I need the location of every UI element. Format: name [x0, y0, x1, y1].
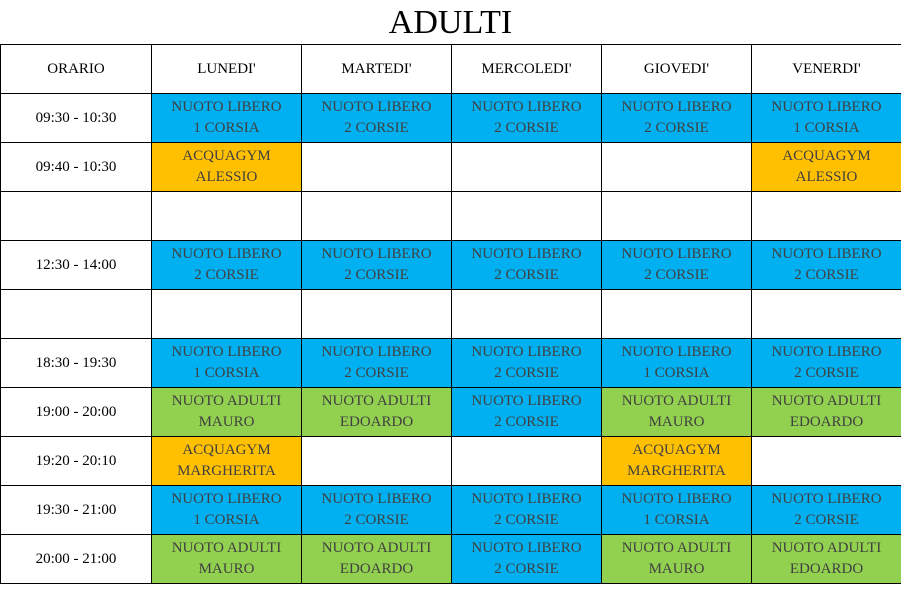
table-row	[1, 388, 901, 437]
activity-name: NUOTO LIBERO	[321, 246, 432, 262]
time-cell	[1, 192, 152, 241]
activity-name: NUOTO ADULTI	[171, 540, 282, 556]
time-cell: 19:30 - 21:00	[1, 486, 152, 535]
schedule-cell	[152, 143, 302, 192]
activity-detail: 2 CORSIE	[344, 365, 409, 381]
time-cell: 20:00 - 21:00	[1, 535, 152, 584]
table-row	[1, 241, 901, 290]
activity-detail: 2 CORSIE	[794, 267, 859, 283]
schedule-cell	[452, 437, 602, 486]
activity-detail: 2 CORSIE	[644, 267, 709, 283]
activity-name: NUOTO ADULTI	[621, 393, 732, 409]
header-day: VENERDI'	[752, 45, 901, 94]
activity-name: ACQUAGYM	[632, 442, 721, 458]
schedule-cell	[452, 486, 602, 535]
activity-name: NUOTO LIBERO	[771, 344, 882, 360]
activity-detail: 2 CORSIE	[494, 512, 559, 528]
activity-detail: MAURO	[648, 414, 705, 430]
schedule-cell	[152, 437, 302, 486]
activity-name: NUOTO LIBERO	[621, 99, 732, 115]
header-day: LUNEDI'	[152, 45, 302, 94]
schedule-cell	[302, 486, 452, 535]
schedule-cell	[752, 339, 901, 388]
activity-name: NUOTO LIBERO	[621, 246, 732, 262]
activity-name: NUOTO ADULTI	[771, 393, 882, 409]
time-cell	[1, 290, 152, 339]
schedule-cell	[752, 94, 901, 143]
schedule-cell	[602, 437, 752, 486]
header-day: MARTEDI'	[302, 45, 452, 94]
table-row	[1, 486, 901, 535]
schedule-cell	[752, 388, 901, 437]
schedule-cell	[302, 94, 452, 143]
schedule-cell	[452, 388, 602, 437]
schedule-cell	[152, 94, 302, 143]
schedule-table	[0, 44, 901, 584]
activity-name: NUOTO LIBERO	[171, 246, 282, 262]
activity-name: NUOTO LIBERO	[621, 491, 732, 507]
activity-name: NUOTO LIBERO	[771, 99, 882, 115]
table-row	[1, 339, 901, 388]
activity-detail: 2 CORSIE	[344, 267, 409, 283]
schedule-cell	[452, 290, 602, 339]
schedule-cell	[302, 192, 452, 241]
time-cell: 18:30 - 19:30	[1, 339, 152, 388]
activity-name: NUOTO LIBERO	[171, 491, 282, 507]
activity-detail: 1 CORSIA	[793, 120, 860, 136]
activity-detail: EDOARDO	[339, 561, 414, 577]
schedule-cell	[602, 388, 752, 437]
table-row	[1, 94, 901, 143]
schedule-cell	[752, 290, 901, 339]
activity-name: NUOTO LIBERO	[471, 491, 582, 507]
schedule-cell	[602, 192, 752, 241]
header-row	[1, 45, 901, 94]
activity-detail: 2 CORSIE	[494, 267, 559, 283]
activity-name: NUOTO ADULTI	[621, 540, 732, 556]
activity-detail: ALESSIO	[795, 169, 858, 185]
schedule-cell	[452, 535, 602, 584]
activity-detail: 1 CORSIA	[193, 365, 260, 381]
activity-name: NUOTO LIBERO	[321, 99, 432, 115]
header-day: GIOVEDI'	[602, 45, 752, 94]
schedule-cell	[302, 143, 452, 192]
activity-name: NUOTO LIBERO	[621, 344, 732, 360]
schedule-cell	[152, 192, 302, 241]
activity-detail: EDOARDO	[789, 561, 864, 577]
activity-detail: 1 CORSIA	[193, 512, 260, 528]
activity-detail: 1 CORSIA	[193, 120, 260, 136]
activity-detail: 2 CORSIE	[194, 267, 259, 283]
activity-detail: 2 CORSIE	[644, 120, 709, 136]
time-cell: 19:20 - 20:10	[1, 437, 152, 486]
time-cell: 19:00 - 20:00	[1, 388, 152, 437]
activity-detail: 2 CORSIE	[794, 365, 859, 381]
schedule-cell	[602, 290, 752, 339]
table-row	[1, 437, 901, 486]
schedule-cell	[152, 388, 302, 437]
table-row	[1, 290, 901, 339]
schedule-cell	[602, 94, 752, 143]
schedule-cell	[452, 241, 602, 290]
schedule-cell	[302, 241, 452, 290]
schedule-cell	[152, 290, 302, 339]
schedule-cell	[152, 339, 302, 388]
schedule-cell	[152, 241, 302, 290]
activity-name: ACQUAGYM	[182, 148, 271, 164]
schedule-cell	[752, 192, 901, 241]
activity-detail: 1 CORSIA	[643, 365, 710, 381]
schedule-cell	[602, 241, 752, 290]
activity-detail: EDOARDO	[339, 414, 414, 430]
schedule-cell	[152, 486, 302, 535]
time-cell: 09:40 - 10:30	[1, 143, 152, 192]
activity-detail: ALESSIO	[195, 169, 258, 185]
schedule-cell	[752, 486, 901, 535]
activity-name: NUOTO LIBERO	[771, 246, 882, 262]
time-cell: 09:30 - 10:30	[1, 94, 152, 143]
activity-detail: 1 CORSIA	[643, 512, 710, 528]
activity-detail: MARGHERITA	[177, 463, 276, 479]
activity-name: NUOTO LIBERO	[321, 344, 432, 360]
header-day: MERCOLEDI'	[452, 45, 602, 94]
schedule-cell	[452, 143, 602, 192]
activity-name: NUOTO LIBERO	[471, 393, 582, 409]
header-orario: ORARIO	[1, 45, 152, 94]
activity-detail: EDOARDO	[789, 414, 864, 430]
activity-detail: 2 CORSIE	[494, 365, 559, 381]
activity-detail: MAURO	[198, 561, 255, 577]
table-row	[1, 192, 901, 241]
activity-name: NUOTO ADULTI	[771, 540, 882, 556]
schedule-cell	[302, 290, 452, 339]
activity-name: NUOTO LIBERO	[771, 491, 882, 507]
schedule-cell	[302, 388, 452, 437]
schedule-cell	[602, 339, 752, 388]
activity-detail: MARGHERITA	[627, 463, 726, 479]
activity-name: NUOTO LIBERO	[471, 540, 582, 556]
activity-detail: 2 CORSIE	[494, 414, 559, 430]
activity-name: NUOTO LIBERO	[171, 344, 282, 360]
activity-detail: 2 CORSIE	[344, 120, 409, 136]
activity-detail: 2 CORSIE	[344, 512, 409, 528]
table-row	[1, 143, 901, 192]
schedule-cell	[752, 535, 901, 584]
schedule-cell	[302, 535, 452, 584]
schedule-cell	[452, 94, 602, 143]
activity-detail: 2 CORSIE	[794, 512, 859, 528]
activity-detail: 2 CORSIE	[494, 561, 559, 577]
schedule-cell	[752, 437, 901, 486]
schedule-cell	[452, 339, 602, 388]
activity-detail: MAURO	[198, 414, 255, 430]
schedule-cell	[152, 535, 302, 584]
schedule-cell	[302, 437, 452, 486]
table-row	[1, 535, 901, 584]
activity-name: NUOTO LIBERO	[321, 491, 432, 507]
schedule-cell	[302, 339, 452, 388]
activity-name: ACQUAGYM	[182, 442, 271, 458]
activity-detail: MAURO	[648, 561, 705, 577]
activity-name: ACQUAGYM	[782, 148, 871, 164]
time-cell: 12:30 - 14:00	[1, 241, 152, 290]
schedule-cell	[602, 486, 752, 535]
schedule-cell	[602, 535, 752, 584]
activity-name: NUOTO LIBERO	[471, 99, 582, 115]
activity-name: NUOTO LIBERO	[471, 344, 582, 360]
activity-name: NUOTO ADULTI	[171, 393, 282, 409]
schedule-cell	[752, 143, 901, 192]
activity-name: NUOTO ADULTI	[321, 540, 432, 556]
schedule-cell	[602, 143, 752, 192]
page-title: ADULTI	[388, 4, 513, 41]
activity-name: NUOTO ADULTI	[321, 393, 432, 409]
activity-detail: 2 CORSIE	[494, 120, 559, 136]
activity-name: NUOTO LIBERO	[171, 99, 282, 115]
schedule-cell	[752, 241, 901, 290]
schedule-cell	[452, 192, 602, 241]
activity-name: NUOTO LIBERO	[471, 246, 582, 262]
